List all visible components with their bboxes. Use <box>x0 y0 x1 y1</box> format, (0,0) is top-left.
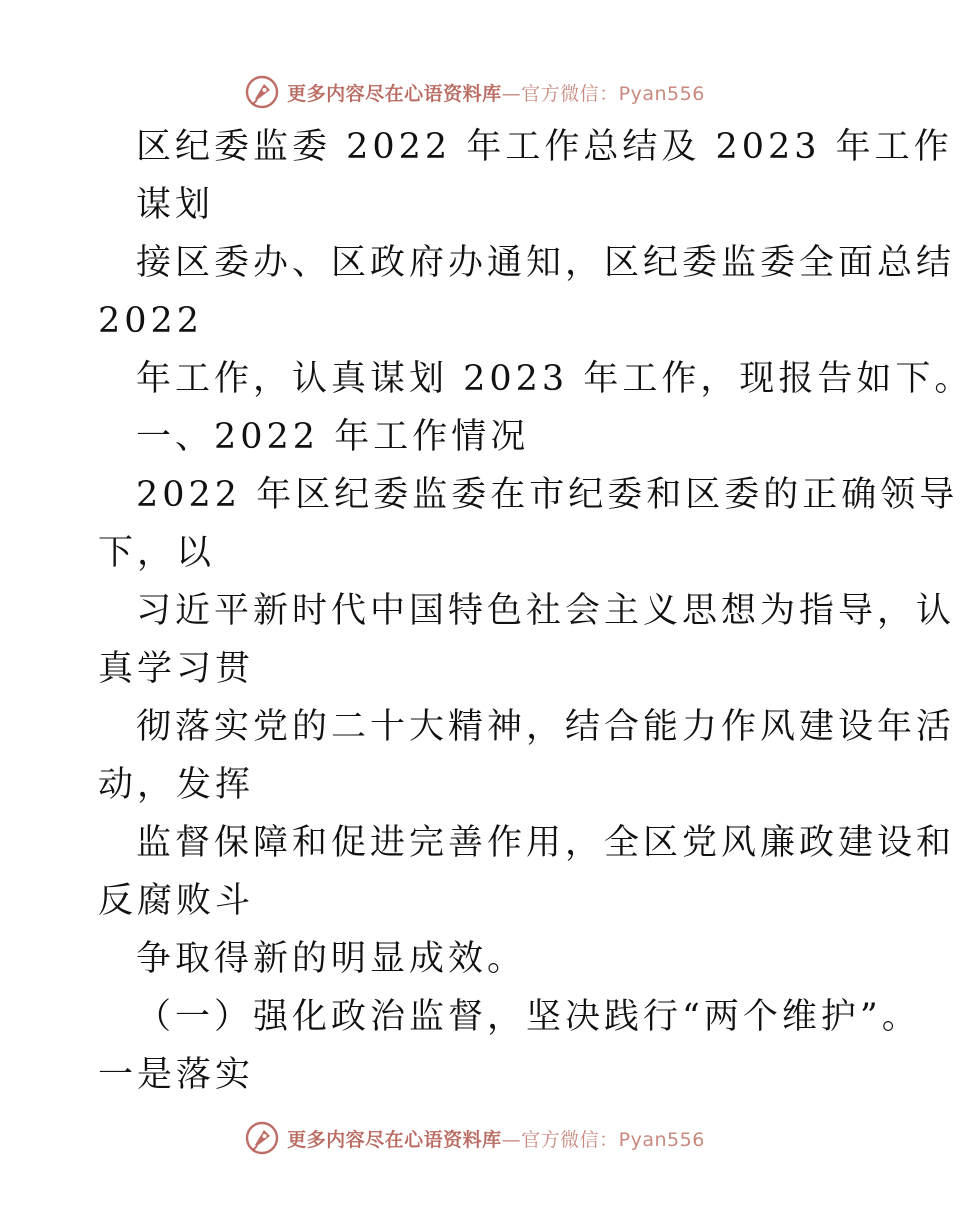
document-line: 区纪委监委 2022 年工作总结及 2023 年工作 <box>136 127 953 167</box>
document-line: （一）强化政治监督，坚决践行“两个维护”。 <box>136 997 921 1037</box>
document-line: 一、2022 年工作情况 <box>136 417 530 457</box>
document-line: 接区委办、区政府办通知，区纪委监委全面总结 <box>136 243 956 283</box>
document-line: 谋划 <box>136 185 215 225</box>
document-line: 年工作，认真谋划 2023 年工作，现报告如下。 <box>136 359 973 399</box>
pen-nib-logo-icon <box>245 1121 279 1155</box>
watermark-footer <box>0 1118 950 1158</box>
document-body <box>98 118 973 1104</box>
watermark-header <box>0 72 950 112</box>
document-line: 动，发挥 <box>98 765 255 805</box>
pen-nib-logo-icon <box>245 75 279 109</box>
watermark-wechat: 官方微信：Pyan556 <box>521 82 705 105</box>
watermark-brand: 更多内容尽在心语资料库 <box>287 1128 502 1151</box>
document-line: 2022 <box>98 301 204 341</box>
document-line: 真学习贯 <box>98 649 255 689</box>
watermark-dash: — <box>501 82 522 105</box>
document-line: 习近平新时代中国特色社会主义思想为指导，认 <box>136 591 956 631</box>
watermark-wechat: 官方微信：Pyan556 <box>521 1128 705 1151</box>
watermark-text <box>287 79 705 106</box>
watermark-dash: — <box>501 1128 522 1151</box>
document-line: 彻落实党的二十大精神，结合能力作风建设年活 <box>136 707 956 747</box>
watermark-text <box>287 1125 705 1152</box>
watermark-brand: 更多内容尽在心语资料库 <box>287 82 502 105</box>
document-line: 一是落实 <box>98 1055 255 1095</box>
document-line: 反腐败斗 <box>98 881 255 921</box>
document-line: 下，以 <box>98 533 216 573</box>
document-line: 2022 年区纪委监委在市纪委和区委的正确领导 <box>136 475 959 515</box>
document-line: 争取得新的明显成效。 <box>136 939 527 979</box>
document-line: 监督保障和促进完善作用，全区党风廉政建设和 <box>136 823 956 863</box>
